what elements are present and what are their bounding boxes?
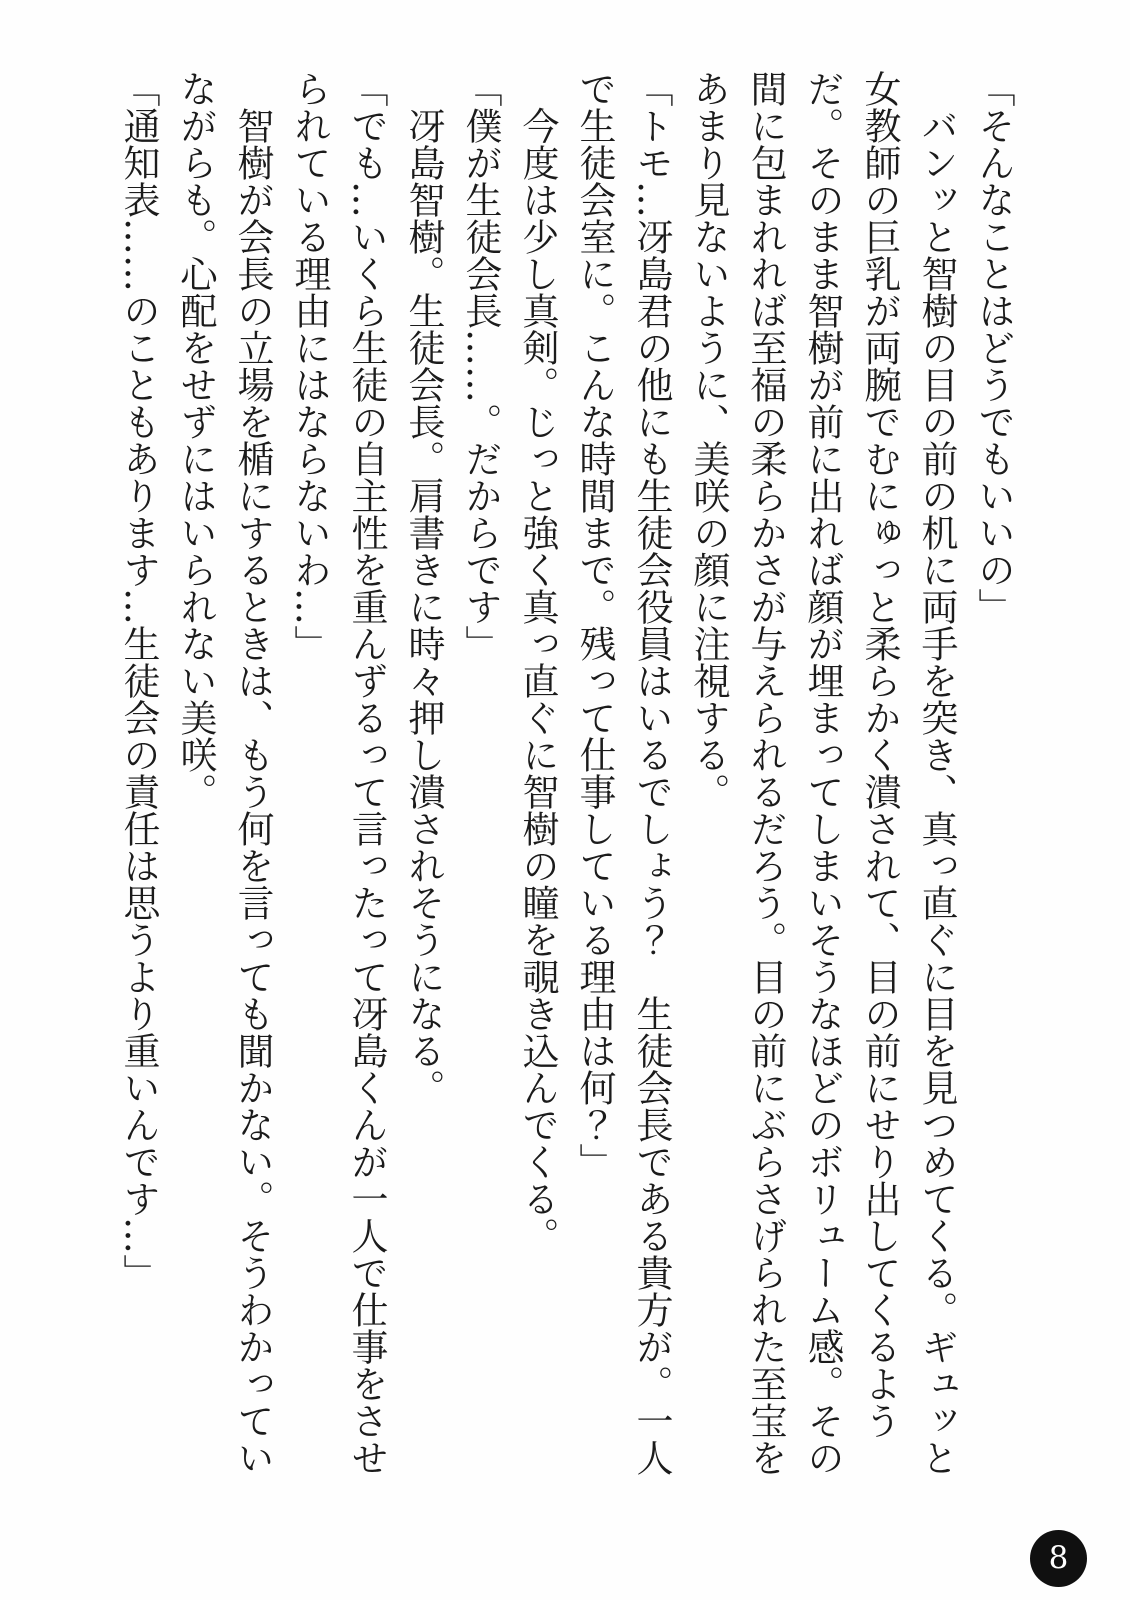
paragraph: 「でも…いくら生徒の自主性を重んずるって言ったって冴島くんが一人で仕事をさせられている理由にはならないわ…」	[288, 70, 388, 1476]
paragraph: 智樹が会長の立場を楯にするときは、もう何を言っても聞かない。そうわかっていながらも。心配をせずにはいられない美咲。	[174, 70, 274, 1476]
paragraph: 「通知表……のこともあります…生徒会の責任は思うより重いんです…」	[117, 70, 160, 1291]
page-number-badge	[1030, 1530, 1087, 1587]
paragraph: 「トモ…冴島君の他にも生徒会役員はいるでしょう？ 生徒会長である貴方が。一人で生徒会室に。こんな時間まで。残って仕事している理由は何？」	[573, 70, 673, 1476]
paragraph: バンッと智樹の目の前の机に両手を突き、真っ直ぐに目を見つめてくる。ギュッと女教師の巨乳が両腕でむにゅっと柔らかく潰されて、目の前にせり出してくるようだ。そのまま智樹が前に出れば顔が埋まってしまいそうなほどのボリューム感。その間に包まれれば至福の柔らかさが与えられるだろう。目の前にぶらさげられた至宝をあまり見ないように、美咲の顔に注視する。	[687, 70, 958, 1476]
paragraph: 「そんなことはどうでもいいの」	[972, 70, 1015, 625]
vertical-text-block	[110, 70, 1022, 1504]
paragraph: 冴島智樹。生徒会長。肩書きに時々押し潰されそうになる。	[402, 107, 445, 1106]
paragraph: 今度は少し真剣。じっと強く真っ直ぐに智樹の瞳を覗き込んでくる。	[516, 107, 559, 1254]
paragraph: 「僕が生徒会長……。だからです」	[459, 70, 502, 662]
page-number: 8	[1048, 1540, 1069, 1576]
